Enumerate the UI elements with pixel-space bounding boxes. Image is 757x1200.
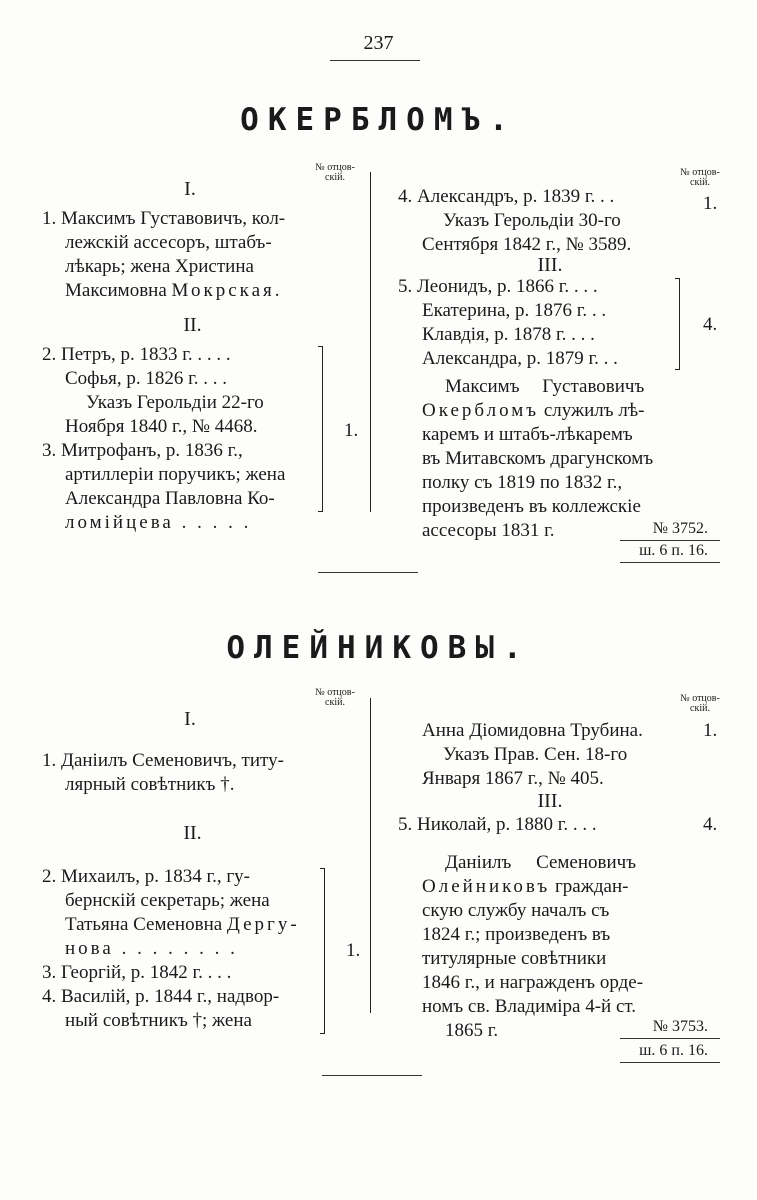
column-header-line: № отцов- bbox=[315, 687, 355, 698]
entry-text: Татьяна Семеновна bbox=[65, 914, 227, 935]
note-line: титулярные совѣтники bbox=[422, 948, 607, 969]
column-header-line: № отцов- bbox=[680, 167, 720, 178]
note-line: 1846 г., и награжденъ орде- bbox=[422, 972, 644, 993]
entry-line: ломійцева . . . . . bbox=[65, 512, 252, 533]
shelf-rule bbox=[620, 1038, 720, 1039]
entry-line: Указъ Прав. Сен. 18-го bbox=[443, 744, 628, 765]
note-line: Даніилъ Семеновичъ bbox=[445, 852, 637, 873]
note-line: ассесоры 1831 г. bbox=[422, 520, 555, 541]
generation-roman: III. bbox=[537, 254, 563, 276]
column-header-line: скій. bbox=[690, 703, 710, 714]
note-line: произведенъ въ коллежскіе bbox=[422, 496, 641, 517]
bracket bbox=[318, 346, 323, 512]
archive-document-number: № 3752. bbox=[652, 520, 708, 537]
shelf-rule bbox=[620, 1062, 720, 1063]
note-line: полку съ 1819 по 1832 г., bbox=[422, 472, 623, 493]
generation-roman: III. bbox=[537, 790, 563, 812]
note-line: Максимъ Густавовичъ bbox=[445, 376, 645, 397]
father-ref-number: 1. bbox=[703, 720, 718, 741]
entry-line: лежскій ассесоръ, штабъ- bbox=[65, 232, 272, 253]
bracket bbox=[320, 868, 325, 1034]
entry-line: Января 1867 г., № 405. bbox=[422, 768, 604, 789]
section-title-okerblom: ОКЕРБЛОМЪ. bbox=[240, 102, 517, 138]
entry-line: 1. Максимъ Густавовичъ, кол- bbox=[42, 208, 286, 229]
archive-shelf-mark: ш. 6 п. 16. bbox=[639, 542, 708, 559]
bracket bbox=[675, 278, 680, 370]
note-text: служилъ лѣ- bbox=[539, 400, 645, 421]
note-line: скую службу началъ съ bbox=[422, 900, 610, 921]
entry-line: 3. Георгій, р. 1842 г. . . . bbox=[42, 962, 232, 983]
father-ref-number: 1. bbox=[703, 193, 718, 214]
entry-line: 4. Василій, р. 1844 г., надвор- bbox=[42, 986, 280, 1007]
column-header-line: скій. bbox=[325, 697, 345, 708]
entry-line: 5. Леонидъ, р. 1866 г. . . . bbox=[398, 276, 598, 297]
entry-line: Клавдія, р. 1878 г. . . . bbox=[422, 324, 595, 345]
generation-roman: II. bbox=[183, 314, 202, 336]
shelf-rule bbox=[620, 562, 720, 563]
spaced-surname: Дергу- bbox=[226, 914, 300, 935]
spaced-surname: Мокрская. bbox=[171, 280, 283, 301]
entry-line: Ноября 1840 г., № 4468. bbox=[65, 416, 258, 437]
archive-shelf-mark: ш. 6 п. 16. bbox=[639, 1042, 708, 1059]
column-divider bbox=[370, 698, 371, 1013]
entry-line: 3. Митрофанъ, р. 1836 г., bbox=[42, 440, 243, 461]
entry-line: 2. Михаилъ, р. 1834 г., гу- bbox=[42, 866, 250, 887]
generation-roman: I. bbox=[184, 708, 196, 730]
note-line: номъ св. Владиміра 4-й ст. bbox=[422, 996, 637, 1017]
spaced-surname: Окербломъ bbox=[422, 400, 540, 421]
column-header-left bbox=[300, 688, 370, 708]
shelf-rule bbox=[620, 540, 720, 541]
entry-line: 2. Петръ, р. 1833 г. . . . . bbox=[42, 344, 231, 365]
entry-line: Сентября 1842 г., № 3589. bbox=[422, 234, 632, 255]
generation-roman: II. bbox=[183, 822, 202, 844]
column-header-line: № отцов- bbox=[315, 162, 355, 173]
page-end-rule bbox=[322, 1075, 422, 1076]
note-line: каремъ и штабъ-лѣкаремъ bbox=[422, 424, 633, 445]
entry-line: Указъ Герольдіи 22-го bbox=[86, 392, 264, 413]
father-ref-number: 1. bbox=[346, 940, 361, 961]
father-ref-number: 4. bbox=[703, 814, 718, 835]
spaced-surname: Олейниковъ bbox=[422, 876, 551, 897]
entry-line: 1. Даніилъ Семеновичъ, титу- bbox=[42, 750, 284, 771]
entry-line: бернскій секретарь; жена bbox=[65, 890, 270, 911]
header-rule bbox=[330, 60, 420, 61]
column-header-line: скій. bbox=[325, 172, 345, 183]
entry-line: Екатерина, р. 1876 г. . . bbox=[422, 300, 607, 321]
entry-line: Указъ Герольдіи 30-го bbox=[443, 210, 621, 231]
entry-line: артиллеріи поручикъ; жена bbox=[65, 464, 286, 485]
archive-document-number: № 3753. bbox=[652, 1018, 708, 1035]
section-title-oleinikov: ОЛЕЙНИКОВЫ. bbox=[226, 630, 531, 666]
entry-line: ный совѣтникъ †; жена bbox=[65, 1010, 252, 1031]
entry-line: нова . . . . . . . . bbox=[65, 938, 238, 959]
note-line: 1824 г.; произведенъ въ bbox=[422, 924, 611, 945]
section-divider bbox=[318, 572, 418, 573]
column-header-right bbox=[665, 694, 735, 714]
entry-line: 4. Александръ, р. 1839 г. . . bbox=[398, 186, 615, 207]
column-header-line: скій. bbox=[690, 177, 710, 188]
note-text: граждан- bbox=[550, 876, 629, 897]
entry-text: Максимовна bbox=[65, 280, 172, 301]
column-header-line: № отцов- bbox=[680, 693, 720, 704]
entry-line: Софья, р. 1826 г. . . . bbox=[65, 368, 228, 389]
note-line bbox=[422, 400, 644, 422]
father-ref-number: 1. bbox=[344, 420, 359, 441]
entry-line: Александра, р. 1879 г. . . bbox=[422, 348, 618, 369]
generation-roman: I. bbox=[184, 178, 196, 200]
entry-line: лѣкарь; жена Христина bbox=[65, 256, 254, 277]
note-line: 1865 г. bbox=[445, 1020, 499, 1041]
entry-line: лярный совѣтникъ †. bbox=[65, 774, 235, 795]
father-ref-number: 4. bbox=[703, 314, 718, 335]
column-divider bbox=[370, 172, 371, 512]
entry-line: 5. Николай, р. 1880 г. . . . bbox=[398, 814, 597, 835]
entry-line bbox=[65, 914, 300, 936]
entry-line bbox=[65, 280, 283, 302]
entry-line: Александра Павловна Ко- bbox=[65, 488, 275, 509]
page-number: 237 bbox=[363, 32, 394, 54]
note-line bbox=[422, 876, 628, 898]
entry-line: Анна Діомидовна Трубина. bbox=[422, 720, 643, 741]
note-line: въ Митавскомъ драгунскомъ bbox=[422, 448, 654, 469]
column-header-right bbox=[665, 168, 735, 188]
column-header-left bbox=[300, 163, 370, 183]
